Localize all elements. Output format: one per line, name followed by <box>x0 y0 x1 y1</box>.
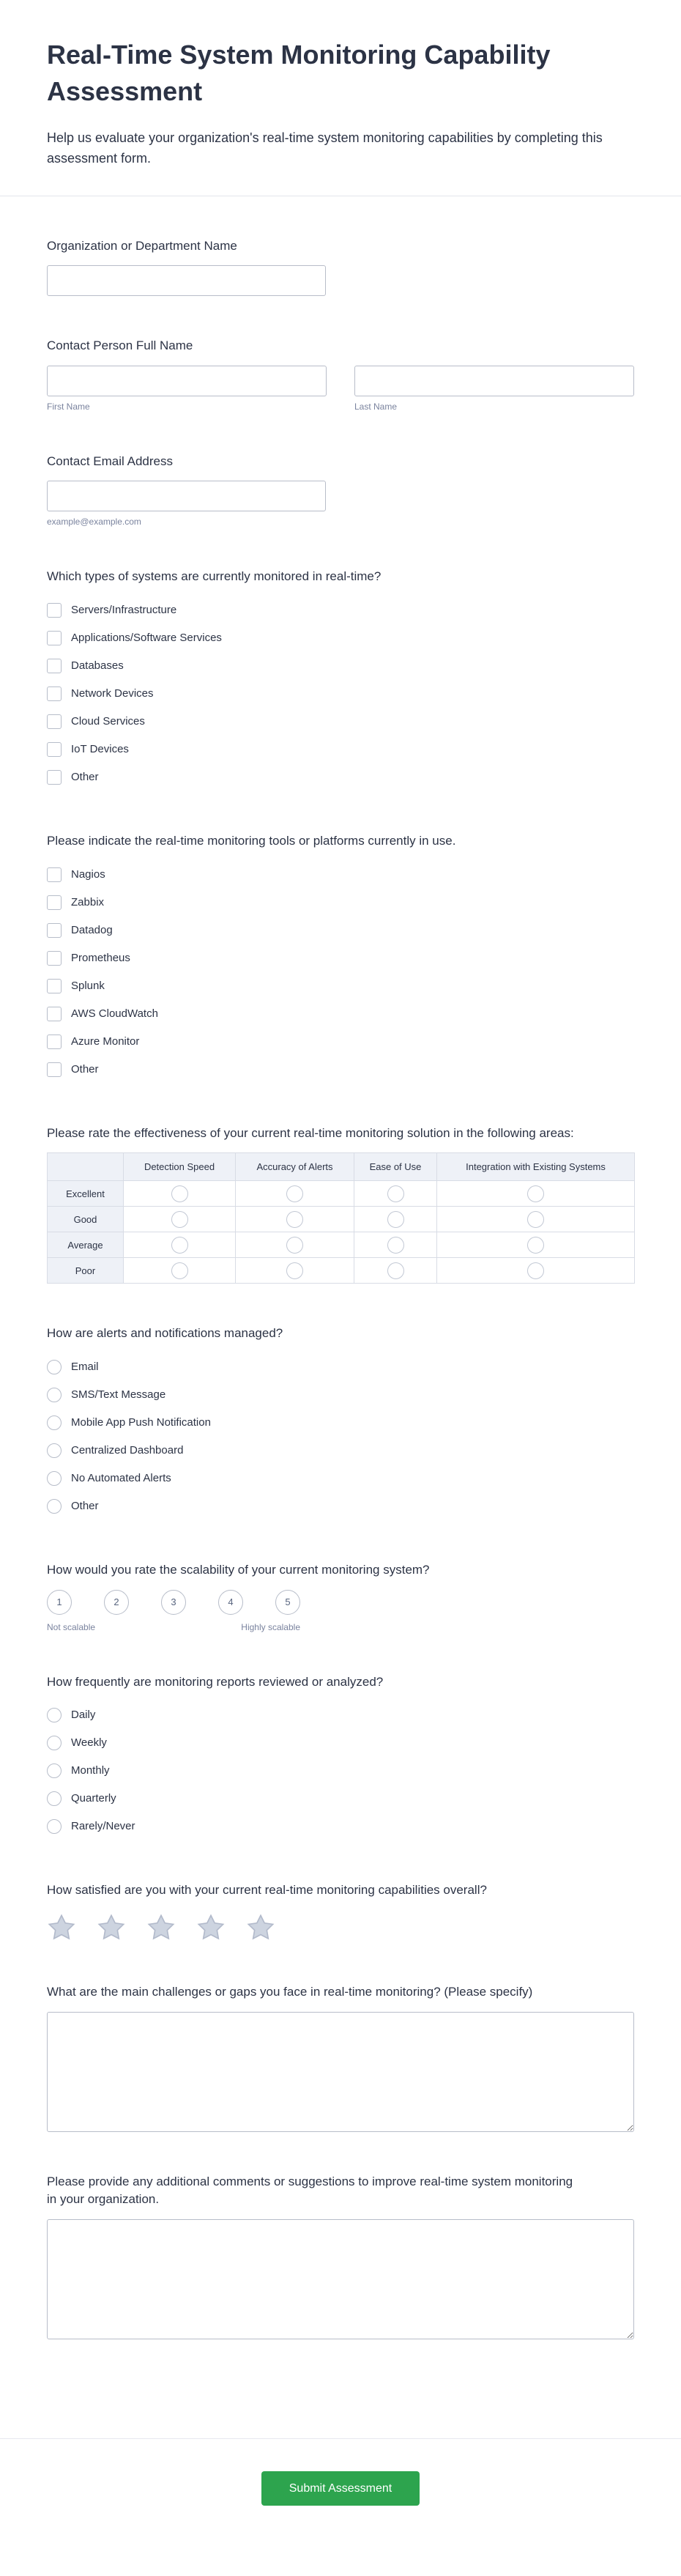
scale-option-4[interactable]: 4 <box>218 1590 243 1615</box>
question-label: Please rate the effectiveness of your current real-time monitoring solution in the following areas: <box>47 1125 574 1140</box>
radio[interactable] <box>47 1471 62 1486</box>
radio[interactable] <box>286 1237 303 1254</box>
submit-button[interactable]: Submit Assessment <box>261 2471 420 2506</box>
checkbox-option[interactable] <box>47 708 145 736</box>
matrix-cell[interactable] <box>124 1207 236 1232</box>
question-label: Please indicate the real-time monitoring tools or platforms currently in use. <box>47 834 456 848</box>
radio[interactable] <box>47 1360 62 1374</box>
star-2[interactable] <box>97 1913 126 1942</box>
radio-label: No Automated Alerts <box>71 1472 171 1485</box>
scale-max-label: Highly scalable <box>241 1621 300 1632</box>
checkbox[interactable] <box>47 895 62 910</box>
radio-option[interactable] <box>47 1785 116 1813</box>
radio[interactable] <box>171 1211 188 1228</box>
checkbox-label: IoT Devices <box>71 743 129 756</box>
star-rating <box>47 1910 634 1942</box>
email-sublabel: example@example.com <box>47 517 141 528</box>
scale-option-2[interactable]: 2 <box>104 1590 129 1615</box>
last-name-sublabel: Last Name <box>354 401 398 412</box>
radio-option[interactable] <box>47 1701 95 1729</box>
radio[interactable] <box>286 1262 303 1279</box>
checkbox-label: Prometheus <box>71 951 130 964</box>
checkbox-option[interactable] <box>47 763 99 791</box>
checkbox[interactable] <box>47 631 62 645</box>
matrix-cell[interactable] <box>236 1258 354 1284</box>
star-3[interactable] <box>146 1913 176 1942</box>
radio[interactable] <box>47 1443 62 1458</box>
checkbox-label: Datadog <box>71 923 113 936</box>
matrix-cell[interactable] <box>236 1207 354 1232</box>
checkbox-option[interactable] <box>47 917 113 944</box>
radio-option[interactable] <box>47 1409 211 1437</box>
star-4[interactable] <box>196 1913 226 1942</box>
matrix-cell[interactable] <box>236 1181 354 1207</box>
question-label: What are the main challenges or gaps you face in real-time monitoring? (Please specify) <box>47 1984 533 1999</box>
field-scalability-scale <box>47 1561 634 1632</box>
checkbox-option[interactable] <box>47 1028 139 1056</box>
checkbox[interactable] <box>47 742 62 757</box>
star-icon <box>146 1913 176 1942</box>
radio[interactable] <box>387 1211 404 1228</box>
matrix-row-header: Average <box>48 1232 124 1258</box>
radio[interactable] <box>527 1237 544 1254</box>
checkbox[interactable] <box>47 951 62 966</box>
star-5[interactable] <box>246 1913 275 1942</box>
checkbox[interactable] <box>47 1007 62 1021</box>
matrix-cell[interactable] <box>437 1207 635 1232</box>
matrix-row <box>48 1258 635 1284</box>
question-label: Which types of systems are currently monitored in real-time? <box>47 569 382 584</box>
field-contact-name <box>47 337 634 412</box>
star-icon <box>196 1913 226 1942</box>
question-label: How satisfied are you with your current real-time monitoring capabilities overall? <box>47 1883 487 1898</box>
checkbox[interactable] <box>47 686 62 701</box>
matrix-corner <box>48 1153 124 1181</box>
radio-label: Other <box>71 1500 99 1513</box>
radio-option[interactable] <box>47 1465 171 1492</box>
radio-label: Email <box>71 1361 99 1374</box>
matrix-cell[interactable] <box>354 1207 437 1232</box>
checkbox-label: Cloud Services <box>71 715 145 728</box>
radio[interactable] <box>47 1415 62 1430</box>
matrix-cell[interactable] <box>437 1232 635 1258</box>
matrix-row-header: Poor <box>48 1258 124 1284</box>
radio-label: Rarely/Never <box>71 1820 135 1833</box>
submit-section <box>0 2438 681 2576</box>
matrix-cell[interactable] <box>124 1258 236 1284</box>
checkbox-label: Zabbix <box>71 895 105 908</box>
radio[interactable] <box>387 1262 404 1279</box>
radio-label: Weekly <box>71 1736 107 1750</box>
checkbox[interactable] <box>47 603 62 618</box>
checkbox-label: Databases <box>71 659 124 673</box>
checkbox-option[interactable] <box>47 861 105 889</box>
checkbox-option[interactable] <box>47 944 130 972</box>
checkbox[interactable] <box>47 1062 62 1077</box>
first-name-input[interactable] <box>47 366 327 396</box>
field-organization-name <box>47 237 634 297</box>
radio[interactable] <box>47 1708 62 1722</box>
radio[interactable] <box>387 1185 404 1202</box>
checkbox-label: Azure Monitor <box>71 1035 140 1048</box>
matrix-cell[interactable] <box>437 1258 635 1284</box>
scale-labels <box>47 1622 300 1632</box>
checkbox-option[interactable] <box>47 972 105 1000</box>
checkbox-label: Splunk <box>71 979 105 992</box>
checkbox[interactable] <box>47 659 62 673</box>
matrix-cell[interactable] <box>354 1232 437 1258</box>
checkbox[interactable] <box>47 1035 62 1049</box>
radio[interactable] <box>527 1262 544 1279</box>
radio-option[interactable] <box>47 1757 110 1785</box>
field-contact-email <box>47 453 634 528</box>
form-header <box>0 0 681 196</box>
radio[interactable] <box>171 1237 188 1254</box>
matrix-cell[interactable] <box>124 1232 236 1258</box>
radio[interactable] <box>286 1185 303 1202</box>
checkbox[interactable] <box>47 867 62 882</box>
checkbox-label: Nagios <box>71 867 105 881</box>
radio-option[interactable] <box>47 1729 107 1757</box>
radio-option[interactable] <box>47 1353 99 1381</box>
matrix-col-header: Integration with Existing Systems <box>437 1153 635 1181</box>
star-icon <box>97 1913 126 1942</box>
field-alerts-management <box>47 1325 634 1520</box>
scale-option-5[interactable]: 5 <box>275 1590 300 1615</box>
field-challenges <box>47 1983 634 2132</box>
radio[interactable] <box>47 1819 62 1834</box>
matrix-cell[interactable] <box>354 1258 437 1284</box>
checkbox-label: Other <box>71 771 99 784</box>
question-label: How frequently are monitoring reports reviewed or analyzed? <box>47 1674 384 1689</box>
radio[interactable] <box>47 1736 62 1750</box>
page-subtitle: Help us evaluate your organization's real-time system monitoring capabilities by completing this assessment form. <box>47 130 603 166</box>
matrix-cell[interactable] <box>124 1181 236 1207</box>
matrix-cell[interactable] <box>236 1232 354 1258</box>
scale-min-label: Not scalable <box>47 1621 96 1632</box>
checkbox[interactable] <box>47 714 62 729</box>
radio-label: SMS/Text Message <box>71 1388 166 1402</box>
matrix-col-header: Accuracy of Alerts <box>236 1153 354 1181</box>
radio-label: Daily <box>71 1709 96 1722</box>
matrix-row-header: Excellent <box>48 1181 124 1207</box>
comments-textarea[interactable] <box>47 2219 634 2339</box>
field-additional-comments <box>47 2173 634 2339</box>
radio[interactable] <box>171 1262 188 1279</box>
field-satisfaction-rating <box>47 1881 634 1942</box>
question-label: Contact Person Full Name <box>47 338 193 353</box>
last-name-col <box>354 366 634 412</box>
star-icon <box>246 1913 275 1942</box>
checkbox-label: Other <box>71 1062 99 1076</box>
radio-label: Quarterly <box>71 1792 116 1805</box>
field-effectiveness-matrix <box>47 1125 634 1284</box>
checkbox[interactable] <box>47 979 62 993</box>
matrix-col-header: Detection Speed <box>124 1153 236 1181</box>
scale-option-1[interactable]: 1 <box>47 1590 72 1615</box>
checkbox-option[interactable] <box>47 1000 158 1028</box>
matrix-header-row <box>48 1153 635 1181</box>
matrix-cell[interactable] <box>437 1181 635 1207</box>
name-row <box>47 366 634 412</box>
matrix-row-header: Good <box>48 1207 124 1232</box>
matrix-cell[interactable] <box>354 1181 437 1207</box>
field-monitoring-tools <box>47 832 634 1084</box>
page-title: Real-Time System Monitoring Capability Assessment <box>47 40 551 107</box>
checkbox-label: Applications/Software Services <box>71 632 222 645</box>
radio[interactable] <box>47 1499 62 1514</box>
checkbox-option[interactable] <box>47 680 154 708</box>
challenges-textarea[interactable] <box>47 2012 634 2132</box>
checkbox-option[interactable] <box>47 596 176 624</box>
first-name-col <box>47 366 327 412</box>
matrix-row <box>48 1207 635 1232</box>
star-icon <box>47 1913 76 1942</box>
checkbox-option[interactable] <box>47 624 222 652</box>
question-label: Contact Email Address <box>47 454 173 468</box>
scale-option-3[interactable]: 3 <box>161 1590 186 1615</box>
matrix-col-header: Ease of Use <box>354 1153 437 1181</box>
organization-name-input[interactable] <box>47 265 326 296</box>
radio-option[interactable] <box>47 1813 135 1840</box>
form-body <box>0 196 681 2438</box>
checkbox-label: Network Devices <box>71 687 154 700</box>
star-1[interactable] <box>47 1913 76 1942</box>
checkbox-option[interactable] <box>47 889 104 917</box>
checkbox-option[interactable] <box>47 736 129 763</box>
field-report-frequency <box>47 1673 634 1841</box>
email-input[interactable] <box>47 481 326 511</box>
radio[interactable] <box>527 1211 544 1228</box>
question-label: Organization or Department Name <box>47 238 237 253</box>
question-label: Please provide any additional comments or suggestions to improve real-time system monitoring in your organization. <box>47 2174 573 2207</box>
matrix-row <box>48 1181 635 1207</box>
question-label: How would you rate the scalability of your current monitoring system? <box>47 1563 430 1577</box>
last-name-input[interactable] <box>354 366 634 396</box>
scale-group <box>47 1590 634 1615</box>
radio[interactable] <box>527 1185 544 1202</box>
checkbox-option[interactable] <box>47 652 124 680</box>
radio-label: Monthly <box>71 1764 110 1777</box>
rating-matrix <box>47 1152 635 1284</box>
radio-option[interactable] <box>47 1437 183 1465</box>
radio[interactable] <box>171 1185 188 1202</box>
radio[interactable] <box>47 1388 62 1402</box>
radio-option[interactable] <box>47 1492 99 1520</box>
checkbox-label: AWS CloudWatch <box>71 1007 158 1020</box>
checkbox[interactable] <box>47 923 62 938</box>
matrix-row <box>48 1232 635 1258</box>
radio-label: Centralized Dashboard <box>71 1444 184 1457</box>
radio[interactable] <box>387 1237 404 1254</box>
first-name-sublabel: First Name <box>47 401 90 412</box>
radio[interactable] <box>286 1211 303 1228</box>
checkbox-label: Servers/Infrastructure <box>71 604 177 617</box>
checkbox[interactable] <box>47 770 62 785</box>
radio-option[interactable] <box>47 1381 165 1409</box>
checkbox-option[interactable] <box>47 1056 99 1084</box>
question-label: How are alerts and notifications managed? <box>47 1326 283 1341</box>
field-systems-monitored <box>47 568 634 791</box>
radio[interactable] <box>47 1763 62 1778</box>
radio[interactable] <box>47 1791 62 1806</box>
radio-label: Mobile App Push Notification <box>71 1416 211 1429</box>
